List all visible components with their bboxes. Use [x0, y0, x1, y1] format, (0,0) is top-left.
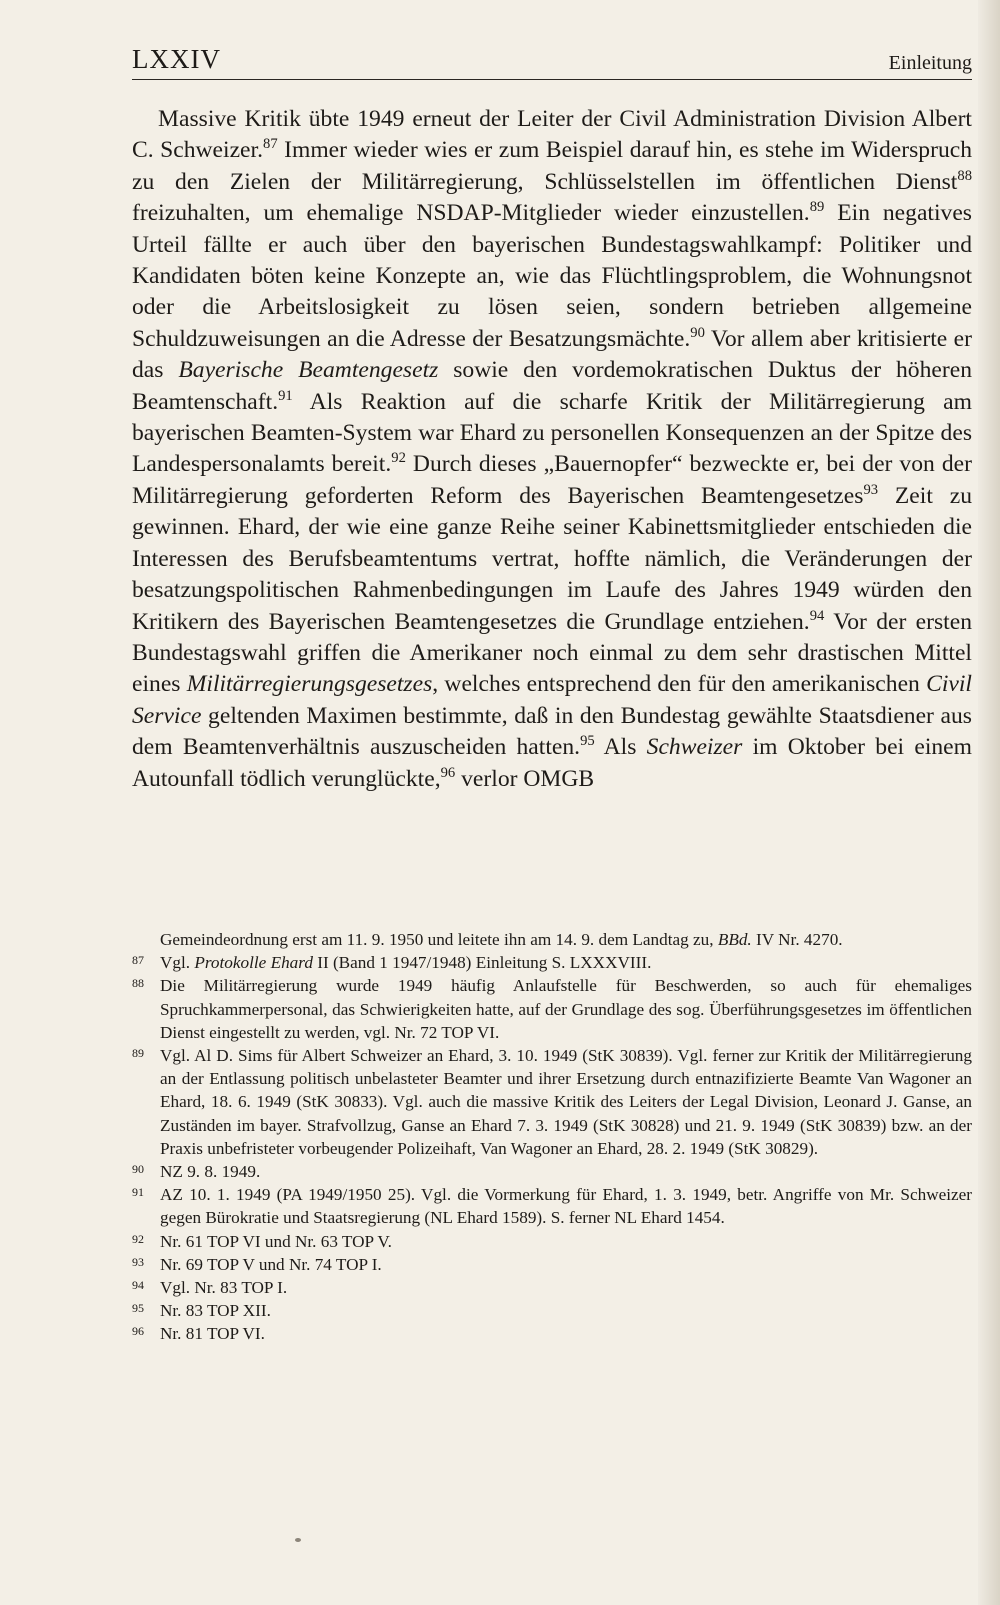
- footnote-number: 90: [132, 1162, 144, 1177]
- footnote-ref: 91: [278, 387, 293, 404]
- text-run: geltenden Maximen bestimmte, daß in den Bundestag gewählte Staatsdiener aus dem Beamtenverhältnis auszuscheiden hatten.: [132, 702, 972, 761]
- body-paragraph: [132, 104, 972, 795]
- footnote: [132, 1230, 972, 1253]
- running-header: [132, 44, 972, 78]
- footnote: [132, 1253, 972, 1276]
- text-run: Nr. 61 TOP VI und Nr. 63 TOP V.: [160, 1231, 392, 1251]
- text-run: Die Militärregierung wurde 1949 häufig Anlaufstelle für Beschwerden, so auch für ehemaliges Spruchkammerpersonal, das Schwierigkeiten hatte, auf der Grundlage des sog. Überführungsgesetzes im öffentlichen Dienst eingestellt zu werden, vgl. Nr. 72 TOP VI.: [160, 976, 972, 1042]
- footnote: [132, 1322, 972, 1345]
- footnote-number: 94: [132, 1278, 144, 1293]
- header-rule: [132, 79, 972, 80]
- text-run: Vgl. Nr. 83 TOP I.: [160, 1278, 288, 1298]
- text-run: Vgl. Al D. Sims für Albert Schweizer an Ehard, 3. 10. 1949 (StK 30839). Vgl. ferner zur Kritik der Militärregierung an der Entlassung politisch unbelasteter Beamter und ihrer Ersetzung durch entnazifizierte Beamte Van Wagoner an Ehard, 18. 6. 1949 (StK 30833). Vgl. auch die massive Kritik des Leiters der Legal Division, Leonard J. Ganse, an Zuständen im bayer. Strafvollzug, Ganse an Ehard 7. 3. 1949 (StK 30828) und 21. 9. 1949 (StK 30839) bzw. an der Praxis unbefristeter vorbeugender Polizeihaft, Van Wagoner an Ehard, 28. 2. 1949 (StK 30829).: [160, 1046, 972, 1158]
- text-run: sowie den vordemokratischen Duktus der höheren Beamtenschaft.: [132, 357, 972, 415]
- footnote-ref: 90: [690, 324, 705, 341]
- footnotes: [132, 928, 972, 1346]
- footnote-number: 88: [132, 976, 144, 991]
- footnote-ref: 95: [580, 733, 595, 750]
- text-run: verlor OMGB: [455, 765, 595, 792]
- footnote-continuation: [132, 928, 972, 951]
- footnote-number: 92: [132, 1231, 144, 1246]
- text-run: Nr. 69 TOP V und Nr. 74 TOP I.: [160, 1254, 382, 1274]
- footnote-ref: 92: [391, 450, 406, 467]
- main-text: [132, 104, 972, 795]
- footnote-ref: 89: [809, 199, 825, 216]
- paper-speck: [295, 1538, 301, 1542]
- italic-run: Bayerische Beamtengesetz: [178, 357, 439, 384]
- text-run: Als: [594, 734, 647, 761]
- footnote-ref: 87: [263, 136, 278, 153]
- text-run: Vor der ersten Bundestagswahl griffen die Amerikaner noch einmal zu dem sehr drastischen Mittel eines: [132, 608, 972, 698]
- footnote-number: 87: [132, 953, 144, 968]
- footnote-number: 93: [132, 1254, 144, 1269]
- italic-run: Civil Service: [132, 671, 972, 729]
- text-run: im Oktober bei einem Autounfall tödlich verunglückte,: [132, 734, 972, 792]
- text-run: Gemeindeordnung erst am 11. 9. 1950 und leitete ihn am 14. 9. dem Landtag zu,: [160, 930, 718, 949]
- text-run: Nr. 81 TOP VI.: [160, 1324, 265, 1344]
- italic-run: Schweizer: [646, 734, 743, 761]
- text-run: freizuhalten, um ehemalige NSDAP-Mitglieder wieder einzustellen.: [132, 200, 810, 227]
- text-run: Als Reaktion auf die scharfe Kritik der Militärregierung am bayerischen Beamten-System war Ehard zu personellen Konsequenzen an der Spitze des Landespersonalamts bereit.: [132, 388, 972, 478]
- italic-run: Militärregierungsgesetzes: [186, 671, 433, 698]
- footnote: [132, 1183, 972, 1229]
- footnote: [132, 974, 972, 1044]
- footnote: [132, 951, 972, 974]
- page-number: LXXIV: [132, 44, 221, 74]
- footnote-number: 89: [132, 1046, 144, 1061]
- italic-run: BBd.: [717, 930, 752, 949]
- text-run: Ein negatives Urteil fällte er auch über den bayerischen Bundestagswahlkampf: Politiker und Kandidaten böten keine Konzepte an, wie das Flüchtlingsproblem, die Wohnungsnot oder die Arbeitslosigkeit zu lösen seien, sondern betrieben allgemeine Schuldzuweisungen an die Adresse der Besatzungsmächte.: [132, 200, 972, 352]
- footnote-number: 91: [132, 1185, 144, 1200]
- text-run: , welches entsprechend den für den amerikanischen: [432, 671, 927, 698]
- page-edge-shadow: [978, 0, 1000, 1605]
- text-run: Zeit zu gewinnen. Ehard, der wie eine ganze Reihe seiner Kabinettsmitglieder entschieden die Interessen des Berufsbeamtentums vertrat, hoffte nämlich, die Veränderungen der besatzungspolitischen Rahmenbedingungen im Laufe des Jahres 1949 würden den Kritikern des Bayerischen Beamtengesetzes die Grundlage entziehen.: [132, 482, 972, 635]
- text-run: NZ 9. 8. 1949.: [160, 1162, 261, 1182]
- text-run: Vgl.: [160, 953, 195, 973]
- text-run: IV Nr. 4270.: [751, 930, 843, 949]
- footnote: [132, 1160, 972, 1183]
- text-run: Massive Kritik übte 1949 erneut der Leiter der Civil Administration Division Albert C. Schweizer.: [132, 106, 972, 164]
- footnote: [132, 1044, 972, 1160]
- footnote-ref: 94: [809, 607, 825, 624]
- footnote: [132, 1299, 972, 1322]
- footnote-ref: 96: [440, 764, 456, 781]
- footnote-number: 96: [132, 1324, 144, 1339]
- footnote-number: 95: [132, 1301, 144, 1316]
- footnote-ref: 93: [863, 481, 879, 498]
- text-run: II (Band 1 1947/1948) Einleitung S. LXXXVIII.: [312, 953, 652, 973]
- section-title: Einleitung: [888, 52, 972, 74]
- text-run: Nr. 83 TOP XII.: [160, 1301, 271, 1321]
- footnote: [132, 1276, 972, 1299]
- text-run: Vor allem aber kritisierte er das: [132, 325, 973, 384]
- italic-run: Protokolle Ehard: [194, 953, 313, 973]
- text-run: AZ 10. 1. 1949 (PA 1949/1950 25). Vgl. die Vormerkung für Ehard, 1. 3. 1949, betr. Angriffe von Mr. Schweizer gegen Bürokratie und Staatsregierung (NL Ehard 1589). S. ferner NL Ehard 1454.: [160, 1185, 972, 1228]
- text-run: Durch dieses „Bauernopfer“ bezweckte er, bei der von der Militärregierung geforderten Reform des Bayerischen Beamtengesetzes: [132, 451, 972, 509]
- text-run: Immer wieder wies er zum Beispiel darauf hin, es stehe im Widerspruch zu den Zielen der Militärregierung, Schlüsselstellen im öffentlichen Dienst: [132, 137, 973, 195]
- footnote-ref: 88: [957, 167, 972, 184]
